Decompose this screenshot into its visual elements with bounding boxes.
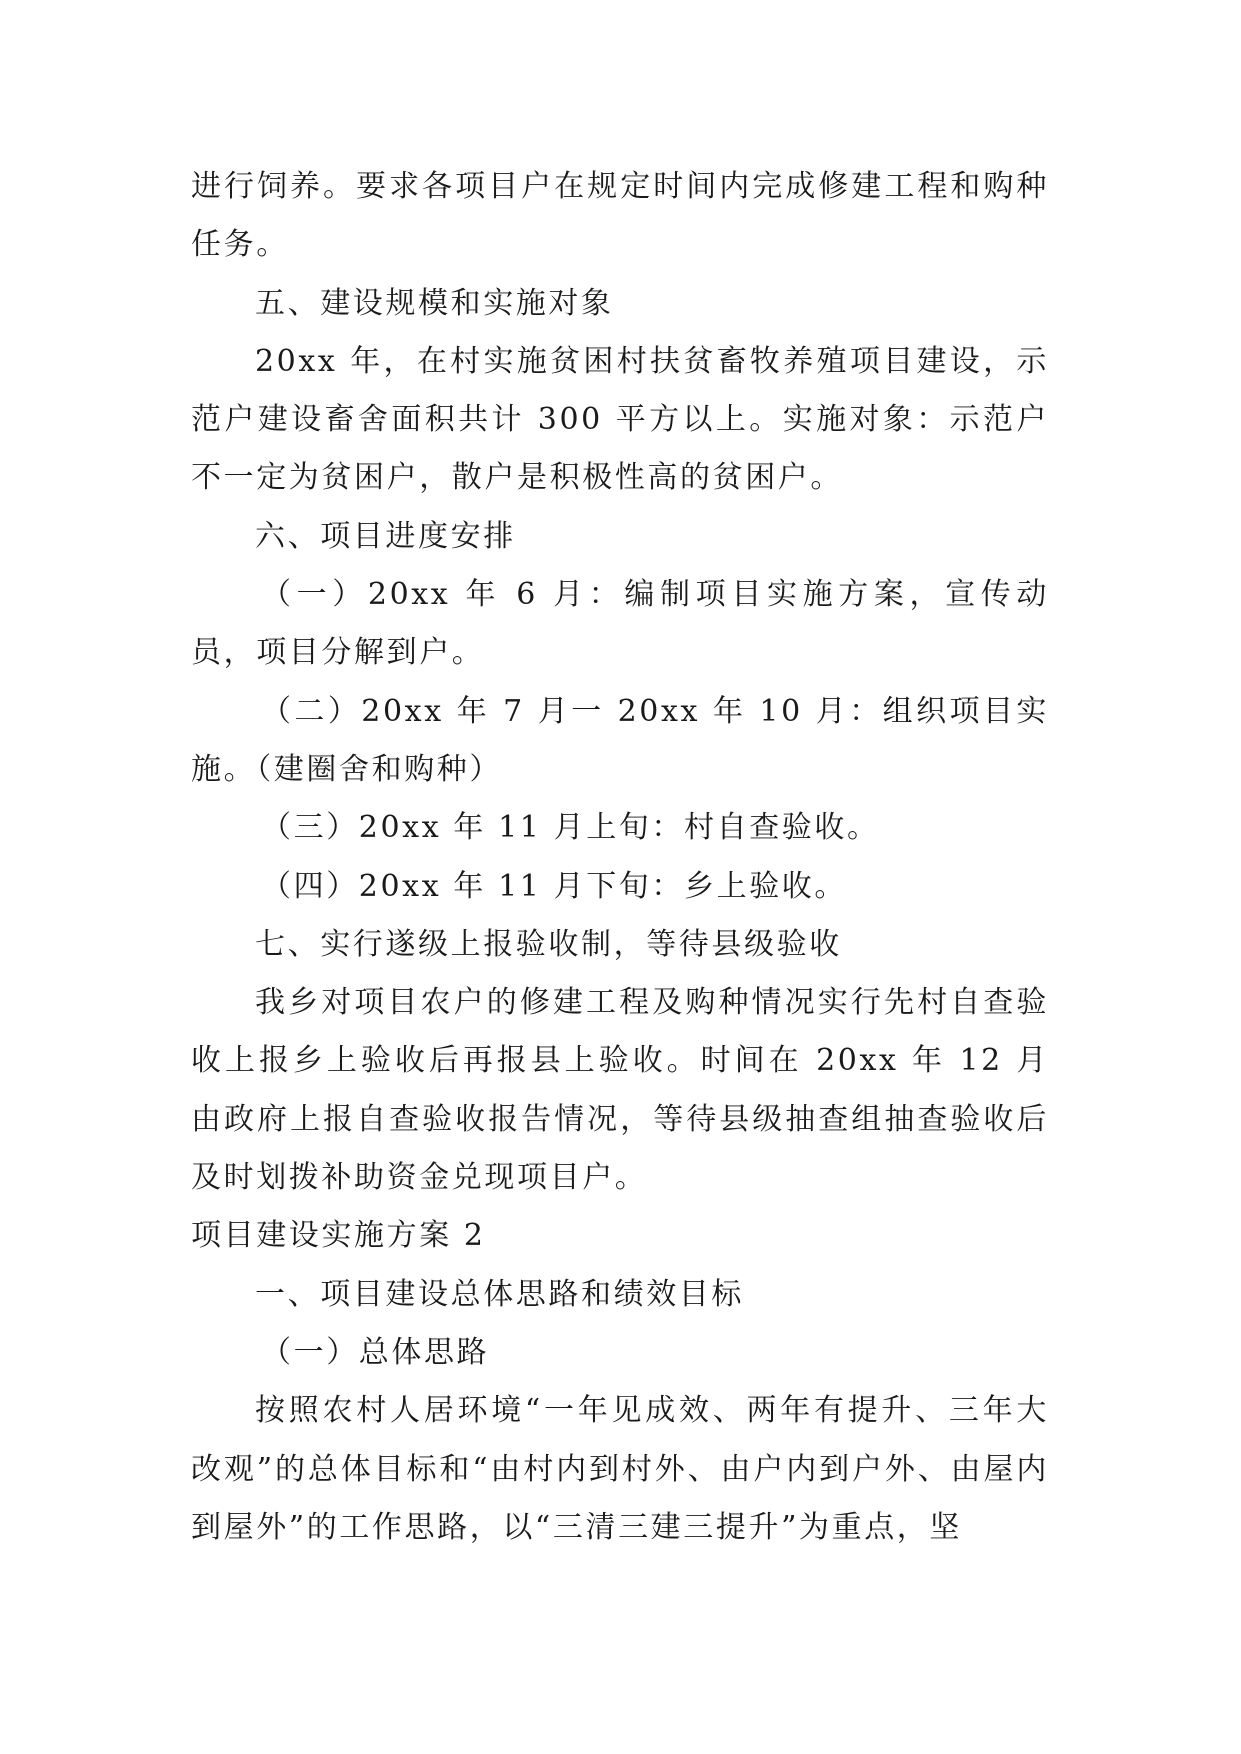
section-heading: 一、项目建设总体思路和绩效目标 — [255, 1276, 744, 1312]
schedule-item: （四）20xx 年 11 月下旬：乡上验收。 — [261, 868, 847, 904]
paragraph: 按照农村人居环境“一年见成效、两年有提升、三年大改观”的总体目标和“由村内到村外、由户内到户外、由屋内到屋外”的工作思路，以“三清三建三提升”为重点，坚 — [191, 1393, 1049, 1545]
paragraph: 20xx 年，在村实施贫困村扶贫畜牧养殖项目建设，示范户建设畜舍面积共计 300 平方以上。实施对象：示范户不一定为贫困户，散户是积极性高的贫困户。 — [191, 343, 1049, 496]
paragraph: 进行饲养。要求各项目户在规定时间内完成修建工程和购种任务。 — [191, 169, 1049, 263]
document-title: 项目建设实施方案 2 — [191, 1218, 486, 1254]
subsection-heading: （一）总体思路 — [261, 1334, 490, 1370]
section-heading: 七、实行遂级上报验收制，等待县级验收 — [255, 926, 842, 962]
schedule-item: （一）20xx 年 6 月：编制项目实施方案，宣传动员，项目分解到户。 — [191, 577, 1049, 671]
schedule-item: （三）20xx 年 11 月上旬：村自查验收。 — [261, 810, 880, 846]
document-body — [191, 158, 1049, 1557]
section-heading: 五、建设规模和实施对象 — [255, 285, 614, 321]
section-heading: 六、项目进度安排 — [255, 518, 516, 554]
schedule-item: （二）20xx 年 7 月一 20xx 年 10 月：组织项目实施。（建圈舍和购种） — [191, 693, 1049, 787]
paragraph: 我乡对项目农户的修建工程及购种情况实行先村自查验收上报乡上验收后再报县上验收。时间在 20xx 年 12 月由政府上报自查验收报告情况，等待县级抽查组抽查验收后及时划拨补助资金兑现项目户。 — [191, 985, 1049, 1196]
